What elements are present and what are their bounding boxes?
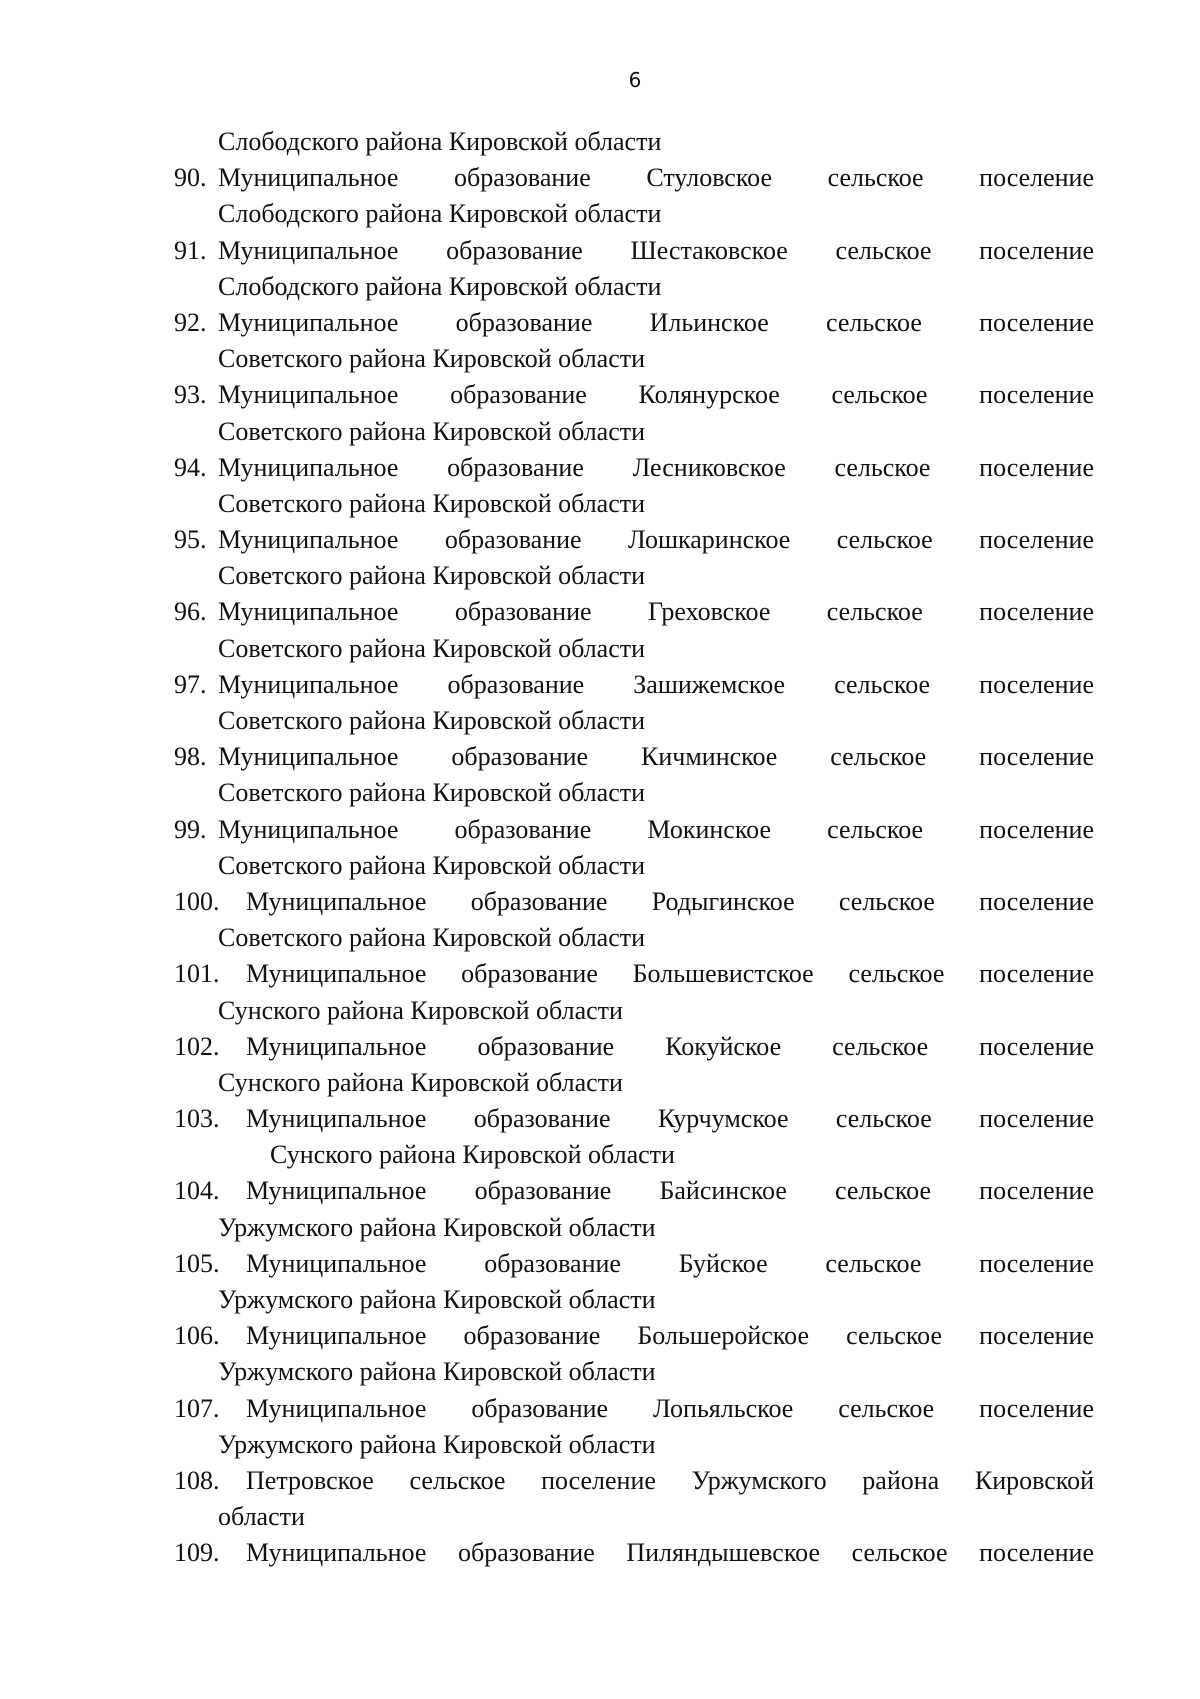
- list-item-second-line: Советского района Кировской области: [218, 923, 646, 953]
- list-item-first-line: [174, 1535, 1094, 1571]
- list-item-number: 100.: [174, 886, 220, 916]
- list-item-first-line: [174, 377, 1094, 413]
- list-item-number: 102.: [174, 1031, 220, 1061]
- list-item-number: 90.: [174, 163, 207, 193]
- list-item-first-line: [174, 160, 1094, 196]
- list-item-second-line: Сунского района Кировской области: [218, 995, 623, 1025]
- list-item: [174, 1318, 1094, 1390]
- list-item-number: 103.: [174, 1104, 220, 1134]
- list-item-text: Муниципальное образование Лошкаринское сельское поселение: [218, 525, 1094, 555]
- list-item-first-line: [174, 522, 1094, 558]
- list-item-second-line: Советского района Кировской области: [218, 633, 646, 663]
- list-item-number: 108.: [174, 1465, 220, 1495]
- list-item-number: 95.: [174, 525, 207, 555]
- list-item: [174, 1463, 1094, 1535]
- list-item-second-line: Уржумского района Кировской области: [218, 1212, 656, 1242]
- list-item-text: Муниципальное образование Родыгинское сельское поселение: [246, 886, 1094, 916]
- list-item: [174, 594, 1094, 666]
- list-item-text: Муниципальное образование Кичминское сельское поселение: [218, 742, 1094, 772]
- list-item-second-line: Советского района Кировской области: [218, 561, 646, 591]
- list-item-first-line: [174, 233, 1094, 269]
- list-item-second-line: Слободского района Кировской области: [218, 271, 662, 301]
- list-item-first-line: [174, 1318, 1094, 1354]
- list-item-second-line: Уржумского района Кировской области: [218, 1429, 656, 1459]
- list-item-first-line: [174, 1391, 1094, 1427]
- list-item: [174, 522, 1094, 594]
- list-item-text: Муниципальное образование Кокуйское сельское поселение: [246, 1031, 1094, 1061]
- list-item-text: Муниципальное образование Шестаковское сельское поселение: [218, 235, 1094, 265]
- list-item-number: 99.: [174, 814, 207, 844]
- list-item: [174, 884, 1094, 956]
- list-item-number: 94.: [174, 452, 207, 482]
- list-item-first-line: [174, 812, 1094, 848]
- list-item-text: Муниципальное образование Большевистское сельское поселение: [246, 959, 1094, 989]
- list-item-number: 96.: [174, 597, 207, 627]
- list-item-text: Муниципальное образование Лопьяльское сельское поселение: [246, 1393, 1094, 1423]
- list-item-number: 101.: [174, 959, 220, 989]
- list-item-text: Муниципальное образование Зашижемское сельское поселение: [218, 669, 1094, 699]
- list-item: [174, 956, 1094, 1028]
- list-item: [174, 160, 1094, 232]
- list-item-text: Муниципальное образование Буйское сельское поселение: [246, 1248, 1094, 1278]
- list-item-number: 97.: [174, 669, 207, 699]
- list-item-text: Петровское сельское поселение Уржумского района Кировской: [246, 1465, 1094, 1495]
- list-item-first-line: [174, 1463, 1094, 1499]
- page-number: 6: [628, 68, 642, 92]
- list-item-number: 104.: [174, 1176, 220, 1206]
- list-item-number: 106.: [174, 1321, 220, 1351]
- list-item-second-line: Советского района Кировской области: [218, 706, 646, 735]
- list-item-text: Муниципальное образование Лесниковское сельское поселение: [218, 452, 1094, 482]
- list-item-second-line: Уржумского района Кировской области: [218, 1285, 656, 1314]
- list-item-first-line: [174, 1029, 1094, 1065]
- list-item: [174, 1101, 1094, 1173]
- list-item-first-line: [174, 594, 1094, 630]
- list-item-number: 92.: [174, 307, 207, 337]
- list-item: [174, 450, 1094, 522]
- list-item: [174, 667, 1094, 739]
- list-item: [174, 233, 1094, 305]
- list-item-second-line: Советского района Кировской области: [218, 488, 646, 518]
- list-item-first-line: [174, 305, 1094, 341]
- list-item: [174, 1029, 1094, 1101]
- list-item-second-line: Сунского района Кировской области: [218, 1067, 623, 1097]
- list-item: [174, 1173, 1094, 1245]
- list-item-text: Муниципальное образование Большеройское сельское поселение: [246, 1321, 1094, 1351]
- list-item-text: Муниципальное образование Мокинское сельское поселение: [218, 814, 1094, 844]
- list-item: [174, 1391, 1094, 1463]
- list-item-text: Муниципальное образование Ильинское сельское поселение: [218, 307, 1094, 337]
- list-item-second-line: Советского района Кировской области: [218, 344, 646, 374]
- list-item-number: 91.: [174, 235, 207, 265]
- list-item-first-line: [174, 884, 1094, 920]
- list-item-second-line: области: [218, 1502, 305, 1532]
- list-item-second-line: Советского района Кировской области: [218, 778, 646, 808]
- list-item-second-line: Советского района Кировской области: [218, 850, 646, 880]
- list-item-first-line: [174, 739, 1094, 775]
- continuation-line: Слободского района Кировской области: [218, 127, 662, 156]
- list-item-first-line: [174, 1246, 1094, 1282]
- list-item: [174, 305, 1094, 377]
- list-item-text: Муниципальное образование Курчумское сельское поселение: [246, 1104, 1094, 1134]
- list-item-first-line: [174, 1173, 1094, 1209]
- list-item: [174, 1535, 1094, 1571]
- list-item-second-line: Уржумского района Кировской области: [218, 1357, 656, 1387]
- list-item-first-line: [174, 1101, 1094, 1137]
- list-item-number: 109.: [174, 1538, 220, 1568]
- list-item-number: 107.: [174, 1393, 220, 1423]
- list-body: [174, 124, 1094, 1572]
- list-item-second-line: Советского района Кировской области: [218, 416, 646, 446]
- list-item-first-line: [174, 450, 1094, 486]
- list-item-second-line: Слободского района Кировской области: [218, 199, 662, 229]
- list-item-number: 105.: [174, 1248, 220, 1278]
- list-item: [174, 377, 1094, 449]
- list-item: [174, 739, 1094, 811]
- list-item: [174, 1246, 1094, 1318]
- list-item-second-line: Сунского района Кировской области: [270, 1140, 675, 1170]
- list-item: [174, 812, 1094, 884]
- list-item-number: 93.: [174, 380, 207, 410]
- list-item-number: 98.: [174, 742, 207, 772]
- list-item-text: Муниципальное образование Греховское сельское поселение: [218, 597, 1094, 627]
- list-item-first-line: [174, 956, 1094, 992]
- list-item-text: Муниципальное образование Стуловское сельское поселение: [218, 163, 1094, 193]
- list-item-first-line: [174, 667, 1094, 703]
- list-item-text: Муниципальное образование Колянурское сельское поселение: [218, 380, 1094, 410]
- list-item-text: Муниципальное образование Байсинское сельское поселение: [246, 1176, 1094, 1206]
- list-item-text: Муниципальное образование Пиляндышевское сельское поселение: [246, 1538, 1094, 1568]
